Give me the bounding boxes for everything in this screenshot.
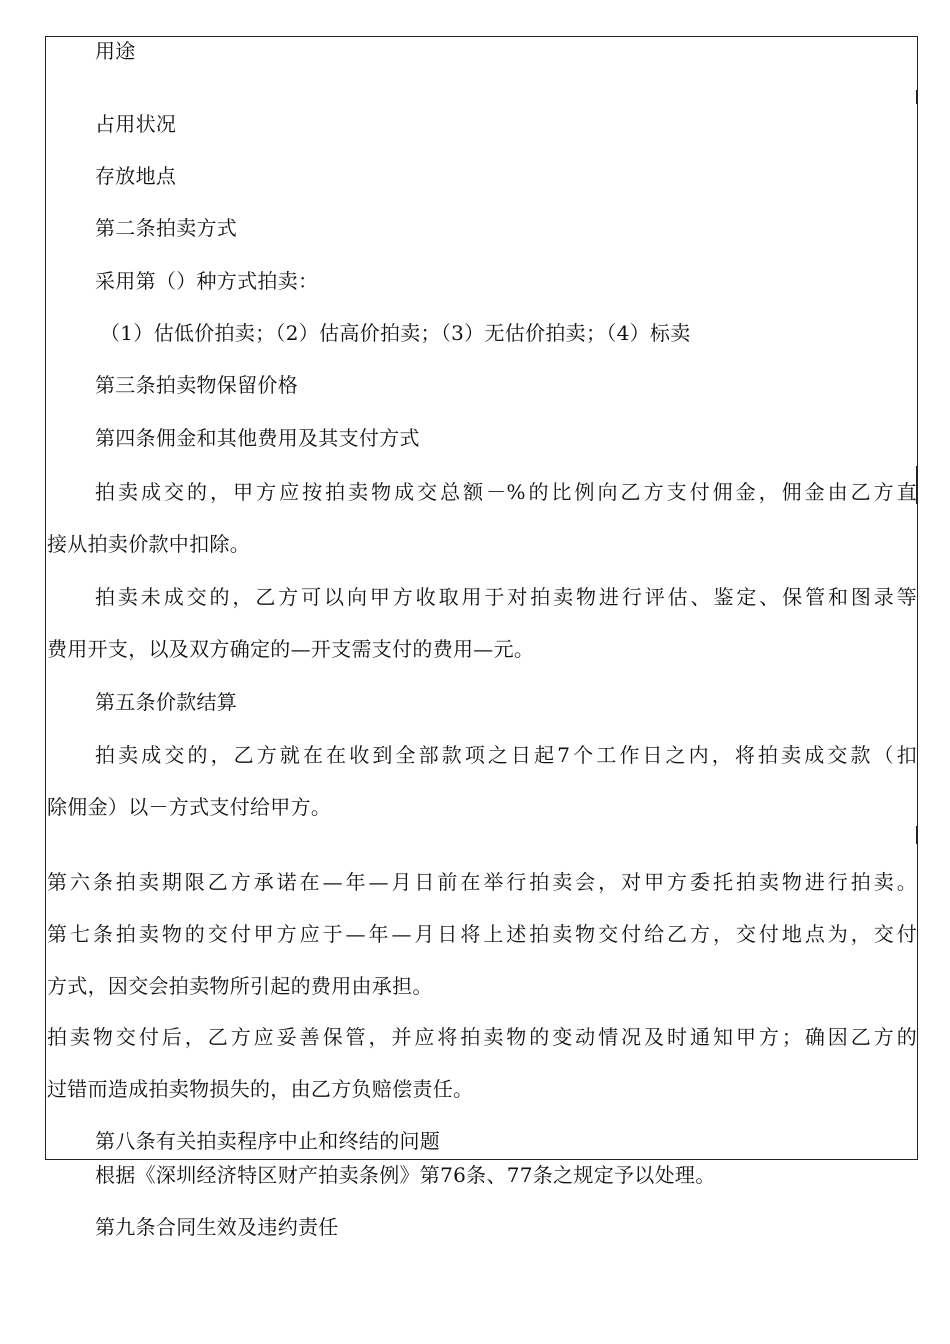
custody-paragraph-line1: 拍卖物交付后，乙方应妥善保管，并应将拍卖物的变动情况及时通知甲方；确因乙方的 <box>47 1025 917 1049</box>
fees-paragraph-line1: 拍卖未成交的，乙方可以向甲方收取用于对拍卖物进行评估、鉴定、保管和图录等 <box>95 585 917 609</box>
field-occupancy: 占用状况 <box>95 112 177 136</box>
article-7-line2: 方式，因交会拍卖物所引起的费用由承担。 <box>47 974 433 998</box>
article-8-text: 根据《深圳经济特区财产拍卖条例》第76条、77条之规定予以处理。 <box>95 1163 716 1187</box>
article-7-line1: 第七条拍卖物的交付甲方应于—年—月日将上述拍卖物交付给乙方，交付地点为，交付 <box>47 922 917 946</box>
field-storage-location: 存放地点 <box>95 164 177 188</box>
commission-paragraph-line2: 接从拍卖价款中扣除。 <box>47 532 250 556</box>
article-8-heading: 第八条有关拍卖程序中止和终结的问题 <box>95 1129 441 1153</box>
article-5-heading: 第五条价款结算 <box>95 690 238 714</box>
custody-paragraph-line2: 过错而造成拍卖物损失的，由乙方负赔偿责任。 <box>47 1077 474 1101</box>
fees-paragraph-line2: 费用开支，以及双方确定的—开支需支付的费用—元。 <box>47 637 535 661</box>
auction-methods-list: （1）估低价拍卖；（2）估高价拍卖；（3）无估价拍卖；（4）标卖 <box>100 321 691 345</box>
article-3-heading: 第三条拍卖物保留价格 <box>95 373 298 397</box>
settlement-paragraph-line1: 拍卖成交的，乙方就在在收到全部款项之日起7个工作日之内，将拍卖成交款（扣 <box>95 743 917 767</box>
article-9-heading: 第九条合同生效及违约责任 <box>95 1215 339 1239</box>
border-tick <box>916 826 918 844</box>
field-usage: 用途 <box>95 39 136 63</box>
settlement-paragraph-line2: 除佣金）以－方式支付给甲方。 <box>47 795 332 819</box>
article-2-heading: 第二条拍卖方式 <box>95 216 238 240</box>
border-tick <box>916 90 918 104</box>
article-6-text: 第六条拍卖期限乙方承诺在—年—月日前在举行拍卖会，对甲方委托拍卖物进行拍卖。 <box>47 870 917 894</box>
article-2-text: 采用第（）种方式拍卖： <box>95 269 319 293</box>
article-4-heading: 第四条佣金和其他费用及其支付方式 <box>95 426 420 450</box>
commission-paragraph-line1: 拍卖成交的，甲方应按拍卖物成交总额－%的比例向乙方支付佣金，佣金由乙方直 <box>95 480 917 504</box>
